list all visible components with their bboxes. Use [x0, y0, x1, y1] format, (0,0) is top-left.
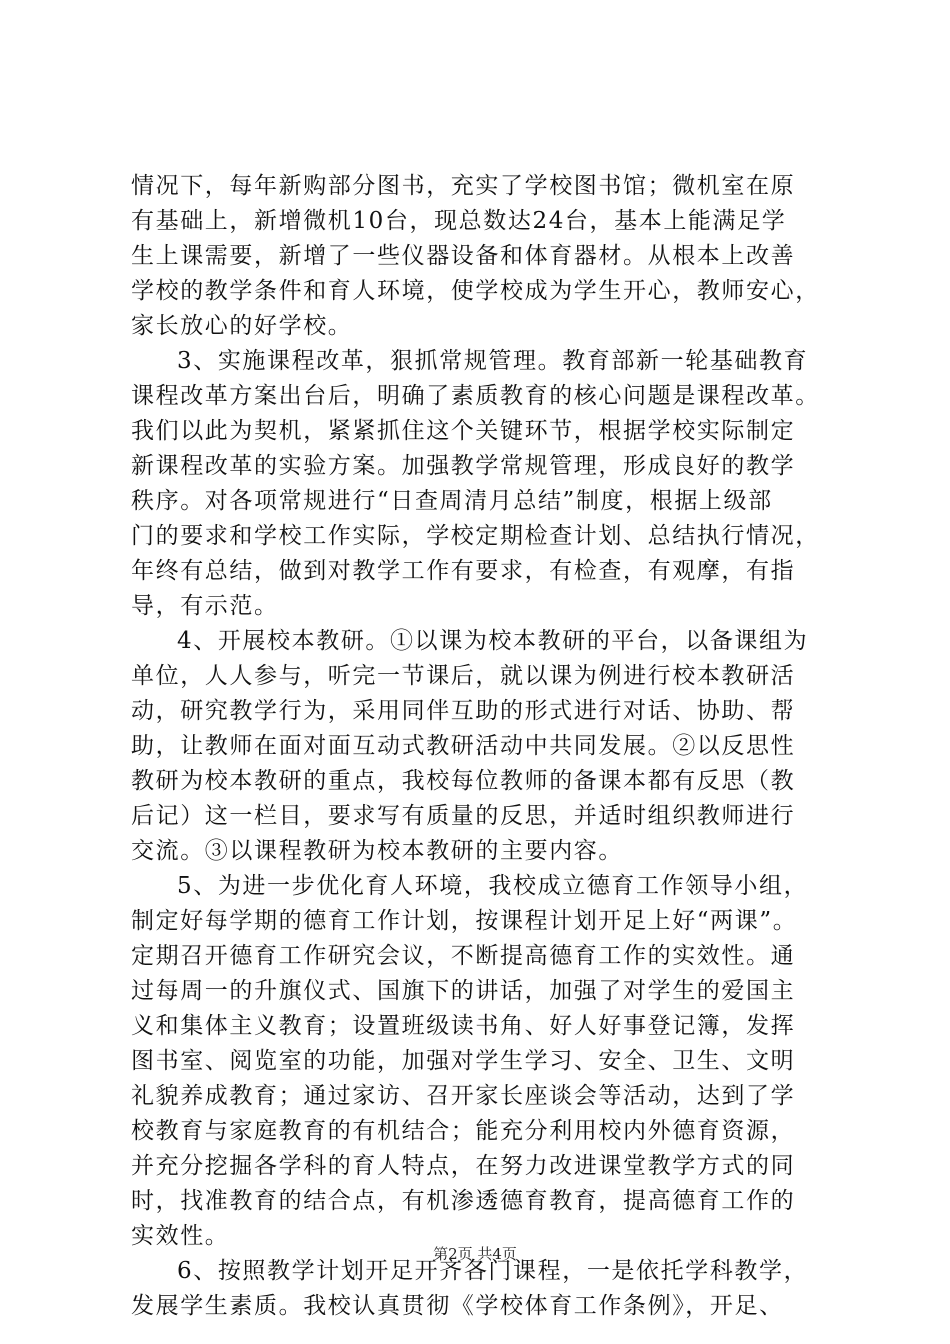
- text-line: 家长放心的好学校。: [131, 313, 353, 339]
- text-line: 交流。③以课程教研为校本教研的主要内容。: [131, 838, 623, 864]
- text-line: 时，找准教育的结合点，有机渗透德育教育，提高德育工作的: [131, 1188, 796, 1214]
- text-line: 3、实施课程改革，狠抓常规管理。教育部新一轮基础教育: [177, 348, 809, 374]
- text-line: 义和集体主义教育；设置班级读书角、好人好事登记簿，发挥: [131, 1013, 796, 1039]
- text-line: 5、为进一步优化育人环境，我校成立德育工作领导小组，: [177, 873, 809, 899]
- text-line: 有基础上，新增微机10台，现总数达24台，基本上能满足学: [131, 208, 787, 234]
- text-line: 我们以此为契机，紧紧抓住这个关键环节，根据学校实际制定: [131, 418, 796, 444]
- text-line: 后记）这一栏目，要求写有质量的反思，并适时组织教师进行: [131, 803, 796, 829]
- text-line: 发展学生素质。我校认真贯彻《学校体育工作条例》，开足、: [131, 1293, 784, 1319]
- text-line: 实效性。: [131, 1223, 230, 1249]
- text-line: 动，研究教学行为，采用同伴互助的形式进行对话、协助、帮: [131, 698, 796, 724]
- text-line: 定期召开德育工作研究会议，不断提高德育工作的实效性。通: [131, 943, 796, 969]
- text-line: 教研为校本教研的重点，我校每位教师的备课本都有反思（教: [131, 768, 796, 794]
- text-line: 情况下，每年新购部分图书，充实了学校图书馆；微机室在原: [131, 173, 796, 199]
- text-line: 校教育与家庭教育的有机结合；能充分利用校内外德育资源，: [131, 1118, 796, 1144]
- text-line: 并充分挖掘各学科的育人特点，在努力改进课堂教学方式的同: [131, 1153, 796, 1179]
- text-line: 图书室、阅览室的功能，加强对学生学习、安全、卫生、文明: [131, 1048, 796, 1074]
- text-line: 过每周一的升旗仪式、国旗下的讲话，加强了对学生的爱国主: [131, 978, 796, 1004]
- text-line: 单位，人人参与，听完一节课后，就以课为例进行校本教研活: [131, 663, 796, 689]
- page-footer: 第2页 共4页: [433, 1245, 517, 1263]
- text-line: 6、按照教学计划开足开齐各门课程，一是依托学科教学，: [177, 1258, 809, 1284]
- document-body: [131, 169, 831, 1324]
- text-line: 新课程改革的实验方案。加强教学常规管理，形成良好的教学: [131, 453, 796, 479]
- text-line: 4、开展校本教研。①以课为校本教研的平台，以备课组为: [177, 628, 809, 654]
- text-line: 课程改革方案出台后，明确了素质教育的核心问题是课程改革。: [131, 383, 820, 409]
- text-line: 助，让教师在面对面互动式教研活动中共同发展。②以反思性: [131, 733, 796, 759]
- text-line: 制定好每学期的德育工作计划，按课程计划开足上好“两课”。: [131, 908, 798, 934]
- text-line: 学校的教学条件和育人环境，使学校成为学生开心，教师安心，: [131, 278, 820, 304]
- text-line: 礼貌养成教育；通过家访、召开家长座谈会等活动，达到了学: [131, 1083, 796, 1109]
- text-line: 秩序。对各项常规进行“日查周清月总结”制度，根据上级部: [131, 488, 773, 514]
- text-line: 年终有总结，做到对教学工作有要求，有检查，有观摩，有指: [131, 558, 796, 584]
- text-line: 门的要求和学校工作实际，学校定期检查计划、总结执行情况，: [131, 523, 820, 549]
- text-line: 生上课需要，新增了一些仪器设备和体育器材。从根本上改善: [131, 243, 796, 269]
- text-line: 导，有示范。: [131, 593, 279, 619]
